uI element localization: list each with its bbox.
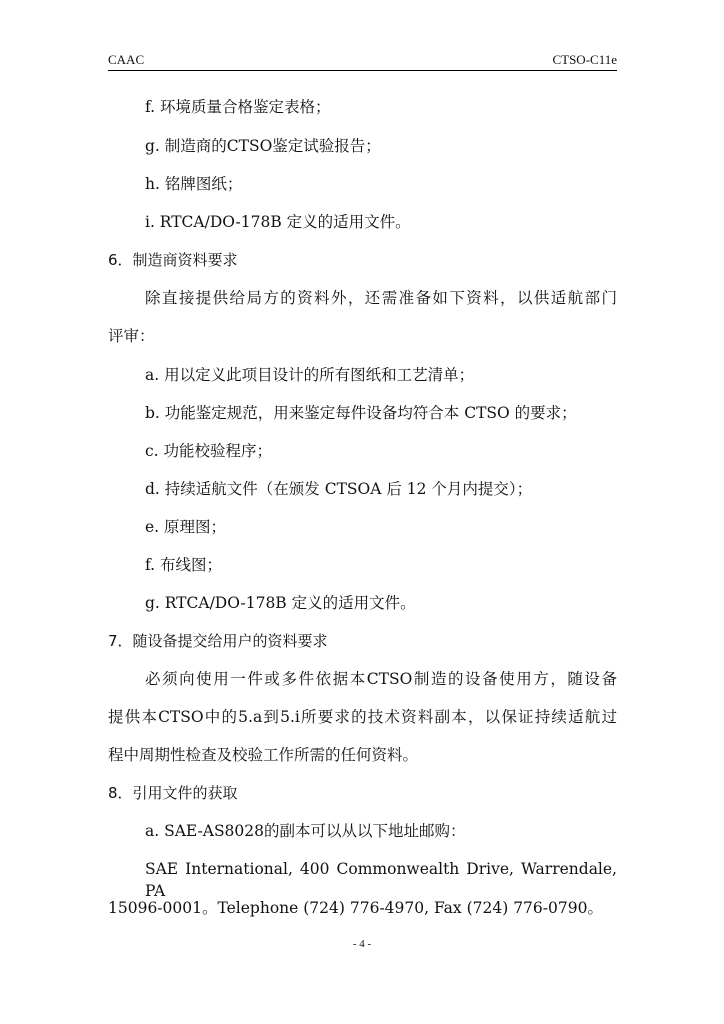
section-6-para-line2: 评审： — [108, 327, 155, 345]
item-e-schematic: e. 原理图； — [145, 518, 227, 536]
address-line2: 15096-0001。Telephone (724) 776-4970, Fax (724) 776-0790。 — [108, 899, 603, 917]
item-c-procedure: c. 功能校验程序； — [145, 442, 273, 460]
section-8-heading: 8．引用文件的获取 — [108, 784, 238, 802]
item-d-continued: d. 持续适航文件（在颁发 CTSOA 后 12 个月内提交）； — [145, 480, 533, 498]
header-doc-id: CTSO-C11e — [552, 52, 617, 67]
section-7-para-line1: 必须向使用一件或多件依据本CTSO制造的设备使用方，随设备 — [145, 670, 617, 688]
section-7-para-line2: 提供本CTSO中的5.a到5.i所要求的技术资料副本，以保证持续适航过 — [108, 708, 617, 726]
section-7-heading: 7．随设备提交给用户的资料要求 — [108, 632, 328, 650]
item-g-report: g. 制造商的CTSO鉴定试验报告； — [145, 137, 381, 155]
item-a-sae: a. SAE-AS8028的副本可以从以下地址邮购： — [145, 822, 466, 840]
item-h-nameplate: h. 铭牌图纸； — [145, 175, 243, 193]
page-header — [108, 52, 617, 71]
header-org: CAAC — [108, 52, 145, 67]
item-f-env: f. 环境质量合格鉴定表格； — [145, 98, 331, 116]
item-b-spec: b. 功能鉴定规范，用来鉴定每件设备均符合本 CTSO 的要求； — [145, 404, 577, 422]
item-i-docs: i. RTCA/DO-178B 定义的适用文件。 — [145, 213, 411, 231]
section-6-para-line1: 除直接提供给局方的资料外，还需准备如下资料，以供适航部门 — [145, 289, 617, 307]
item-a-drawings: a. 用以定义此项目设计的所有图纸和工艺清单； — [145, 366, 475, 384]
address-line1: SAE International, 400 Commonwealth Drive, Warrendale, PA — [145, 860, 617, 900]
section-6-heading: 6．制造商资料要求 — [108, 251, 238, 269]
page-number: - 4 - — [352, 938, 372, 950]
item-g-docs: g. RTCA/DO-178B 定义的适用文件。 — [145, 594, 416, 612]
section-7-para-line3: 程中周期性检查及校验工作所需的任何资料。 — [108, 746, 419, 764]
item-f-wiring: f. 布线图； — [145, 556, 223, 574]
